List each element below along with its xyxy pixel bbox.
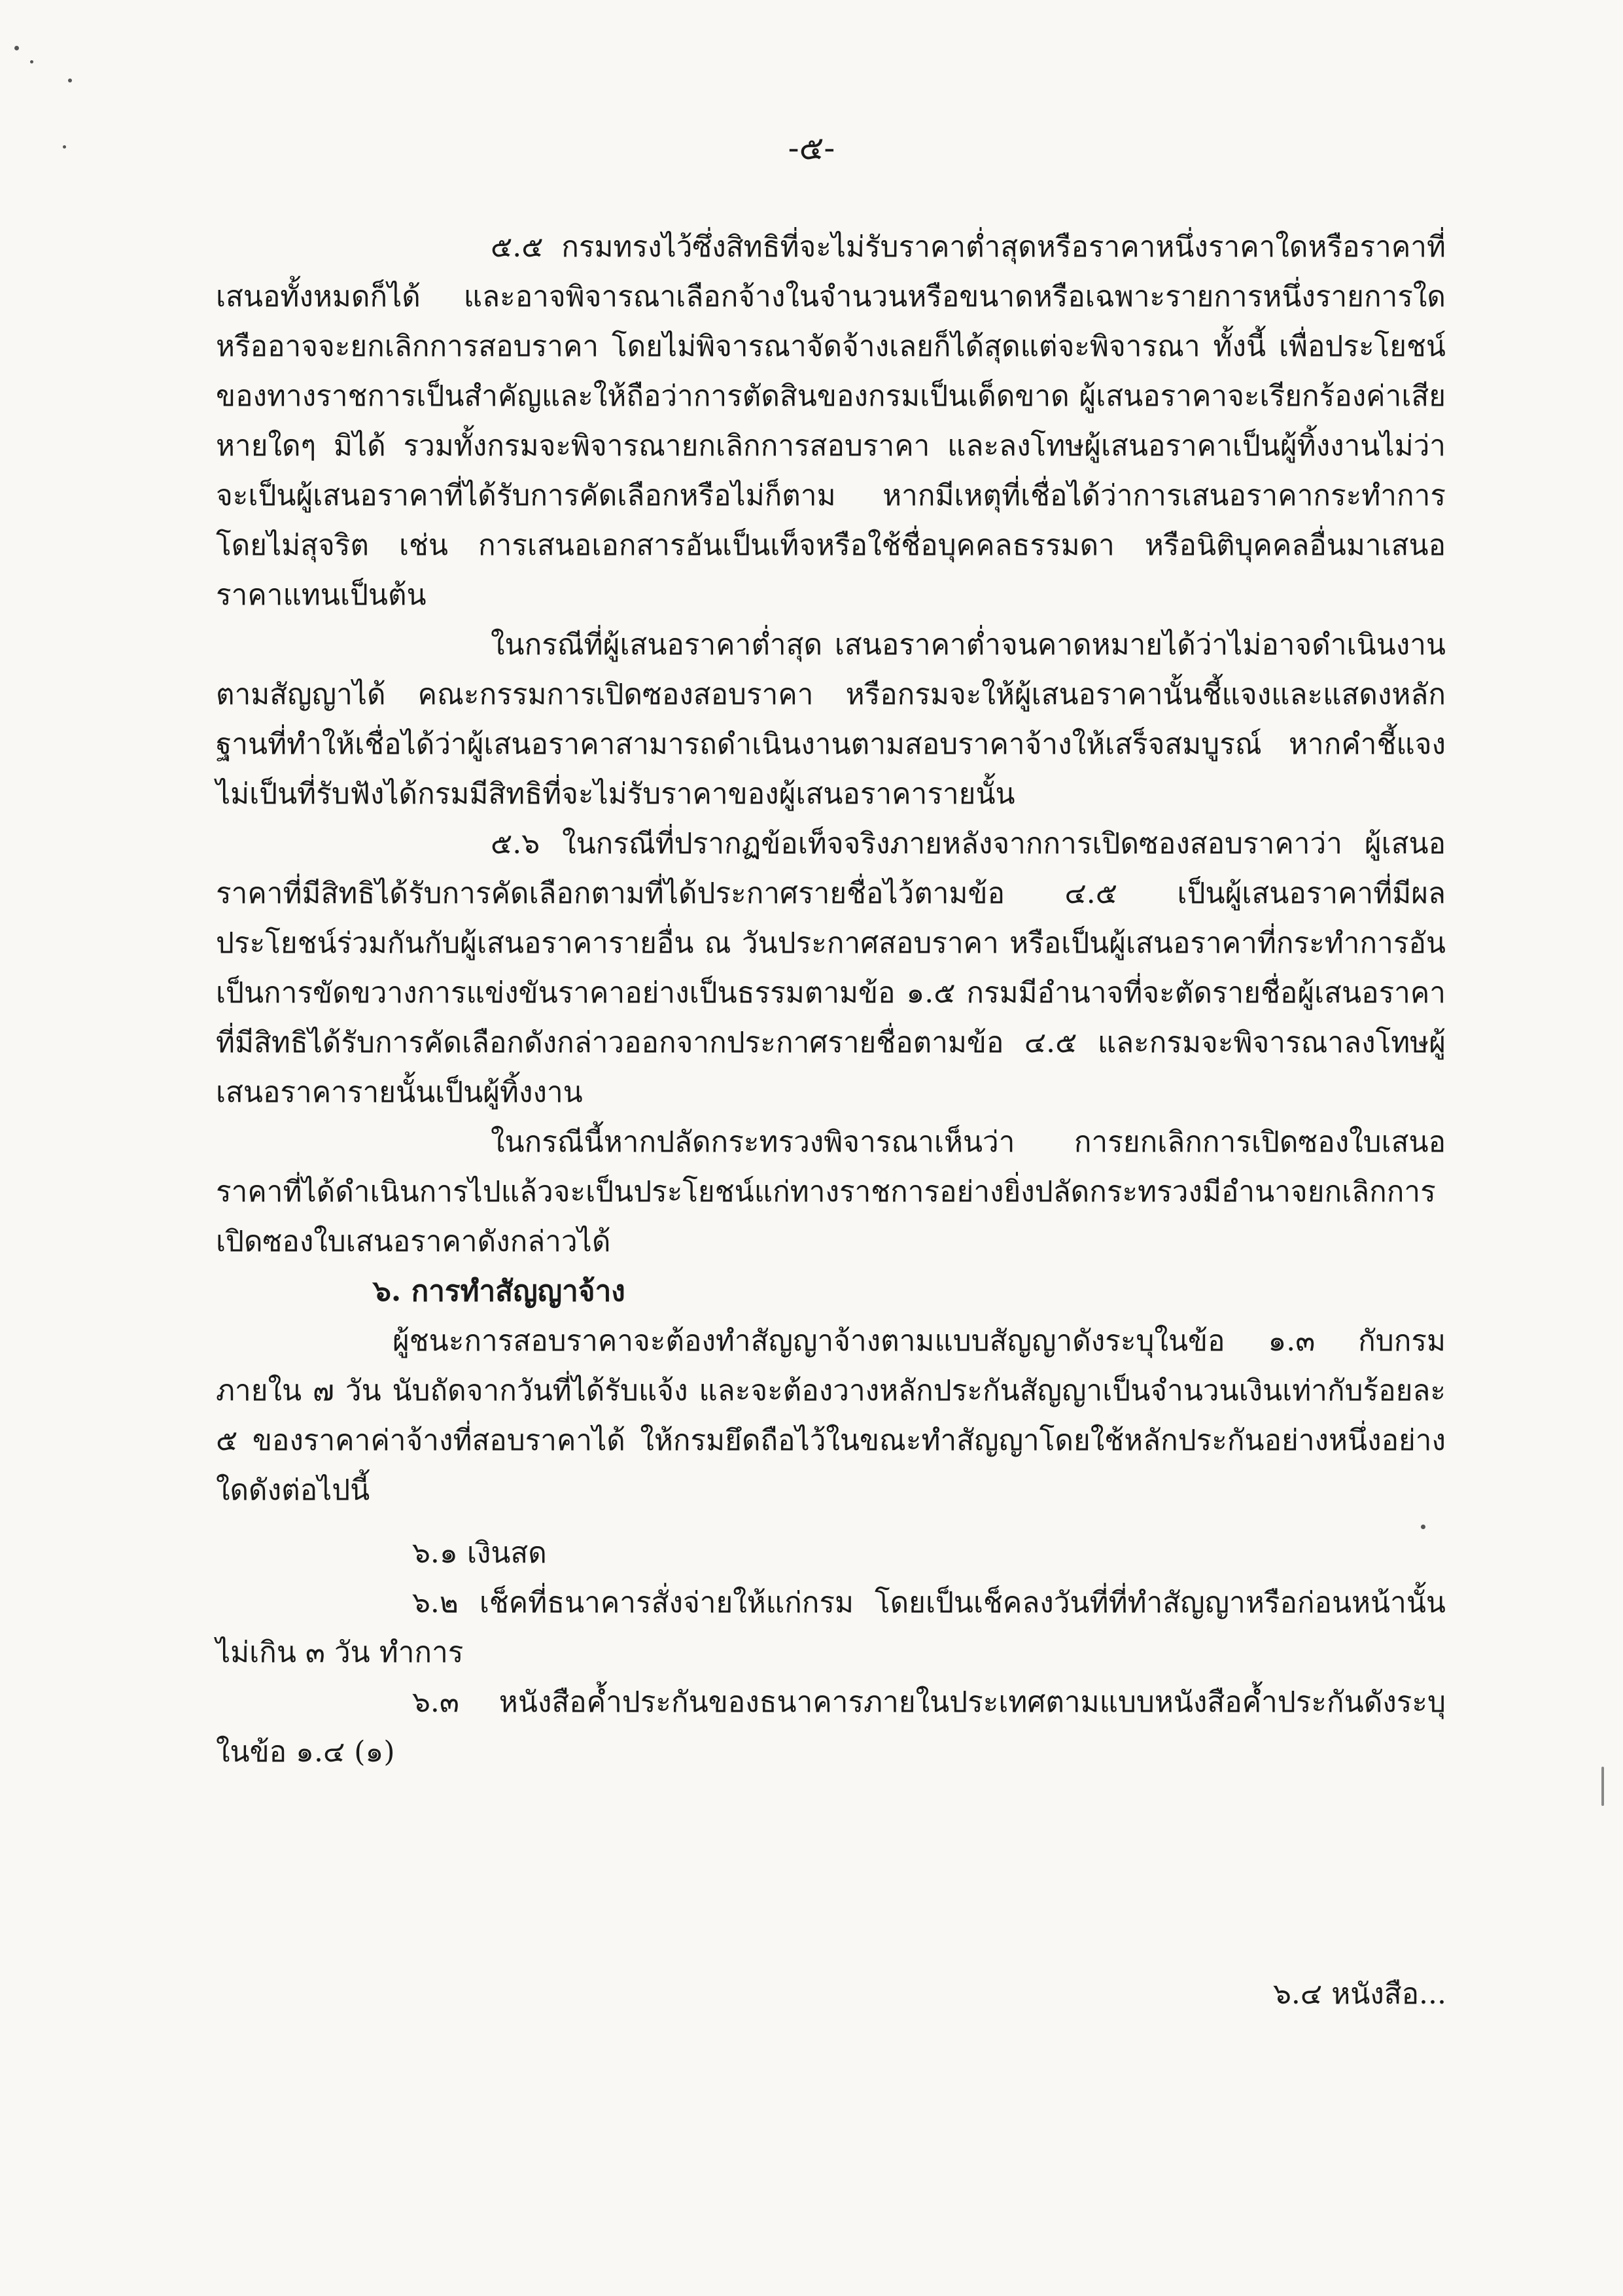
list-item-6-3: ๖.๓ หนังสือค้ำประกันของธนาคารภายในประเทศตามแบบหนังสือค้ำประกันดังระบุในข้อ ๑.๔ (๑): [216, 1686, 1446, 1769]
clause-5-5: ๕.๕ กรมทรงไว้ซึ่งสิทธิที่จะไม่รับราคาต่ำสุดหรือราคาหนึ่งราคาใดหรือราคาที่เสนอทั้งหมดก็ได้ และอาจพิจารณาเลือกจ้างในจำนวนหรือขนาดหรือเฉพาะรายการหนึ่งรายการใด หรืออาจจะยกเลิกการสอบราคา โดยไม่พิจารณาจัดจ้างเลยก็ได้สุดแต่จะพิจารณา ทั้งนี้ เพื่อประโยชน์ของทางราชการเป็นสำคัญและให้ถือว่าการตัดสินของกรมเป็นเด็ดขาด ผู้เสนอราคาจะเรียกร้องค่าเสียหายใดๆ มิได้ รวมทั้งกรมจะพิจารณายกเลิกการสอบราคา และลงโทษผู้เสนอราคาเป็นผู้ทิ้งงานไม่ว่าจะเป็นผู้เสนอราคาที่ได้รับการคัดเลือกหรือไม่ก็ตาม หากมีเหตุที่เชื่อได้ว่าการเสนอราคากระทำการโดยไม่สุจริต เช่น การเสนอเอกสารอันเป็นเท็จหรือใช้ชื่อบุคคลธรรมดา หรือนิติบุคคลอื่นมาเสนอราคาแทนเป็นต้น: [216, 230, 1446, 612]
continuation-note: ๖.๔ หนังสือ...: [1272, 1977, 1446, 2011]
scan-speck: [1601, 1767, 1604, 1806]
page-number: -๕-: [788, 129, 835, 167]
clause-6-body: ผู้ชนะการสอบราคาจะต้องทำสัญญาจ้างตามแบบสัญญาดังระบุในข้อ ๑.๓ กับกรมภายใน ๗ วัน นับถัดจากวันที่ได้รับแจ้ง และจะต้องวางหลักประกันสัญญาเป็นจำนวนเงินเท่ากับร้อยละ ๕ ของราคาค่าจ้างที่สอบราคาได้ ให้กรมยึดถือไว้ในขณะทำสัญญาโดยใช้หลักประกันอย่างหนึ่งอย่างใดดังต่อไปนี้: [216, 1324, 1446, 1507]
document-body: [216, 222, 1446, 1777]
scan-speck: [30, 60, 33, 63]
section-heading-6: ๖. การทำสัญญาจ้าง: [373, 1275, 625, 1308]
list-item-6-2: ๖.๒ เช็คที่ธนาคารสั่งจ่ายให้แก่กรม โดยเป็นเช็คลงวันที่ที่ทำสัญญาหรือก่อนหน้านั้นไม่เกิน ๓ วัน ทำการ: [216, 1586, 1446, 1669]
list-item-6-1: ๖.๑ เงินสด: [412, 1536, 547, 1570]
clause-5-5-low-bid: ในกรณีที่ผู้เสนอราคาต่ำสุด เสนอราคาต่ำจนคาดหมายได้ว่าไม่อาจดำเนินงานตามสัญญาได้ คณะกรรมการเปิดซองสอบราคา หรือกรมจะให้ผู้เสนอราคานั้นชี้แจงและแสดงหลักฐานที่ทำให้เชื่อได้ว่าผู้เสนอราคาสามารถดำเนินงานตามสอบราคาจ้างให้เสร็จสมบูรณ์ หากคำชี้แจงไม่เป็นที่รับฟังได้กรมมีสิทธิที่จะไม่รับราคาของผู้เสนอราคารายนั้น: [216, 628, 1446, 811]
clause-5-6-cancellation: ในกรณีนี้หากปลัดกระทรวงพิจารณาเห็นว่า การยกเลิกการเปิดซองใบเสนอราคาที่ได้ดำเนินการไปแล้วจะเป็นประโยชน์แก่ทางราชการอย่างยิ่งปลัดกระทรวงมีอำนาจยกเลิกการเปิดซองใบเสนอราคาดังกล่าวได้: [216, 1125, 1446, 1258]
clause-5-6: ๕.๖ ในกรณีที่ปรากฏข้อเท็จจริงภายหลังจากการเปิดซองสอบราคาว่า ผู้เสนอราคาที่มีสิทธิได้รับการคัดเลือกตามที่ได้ประกาศรายชื่อไว้ตามข้อ ๔.๕ เป็นผู้เสนอราคาที่มีผลประโยชน์ร่วมกันกับผู้เสนอราคารายอื่น ณ วันประกาศสอบราคา หรือเป็นผู้เสนอราคาที่กระทำการอันเป็นการขัดขวางการแข่งขันราคาอย่างเป็นธรรมตามข้อ ๑.๕ กรมมีอำนาจที่จะตัดรายชื่อผู้เสนอราคาที่มีสิทธิได้รับการคัดเลือกดังกล่าวออกจากประกาศรายชื่อตามข้อ ๔.๕ และกรมจะพิจารณาลงโทษผู้เสนอราคารายนั้นเป็นผู้ทิ้งงาน: [216, 827, 1446, 1109]
scan-speck: [14, 46, 19, 50]
scan-speck: [68, 79, 72, 82]
